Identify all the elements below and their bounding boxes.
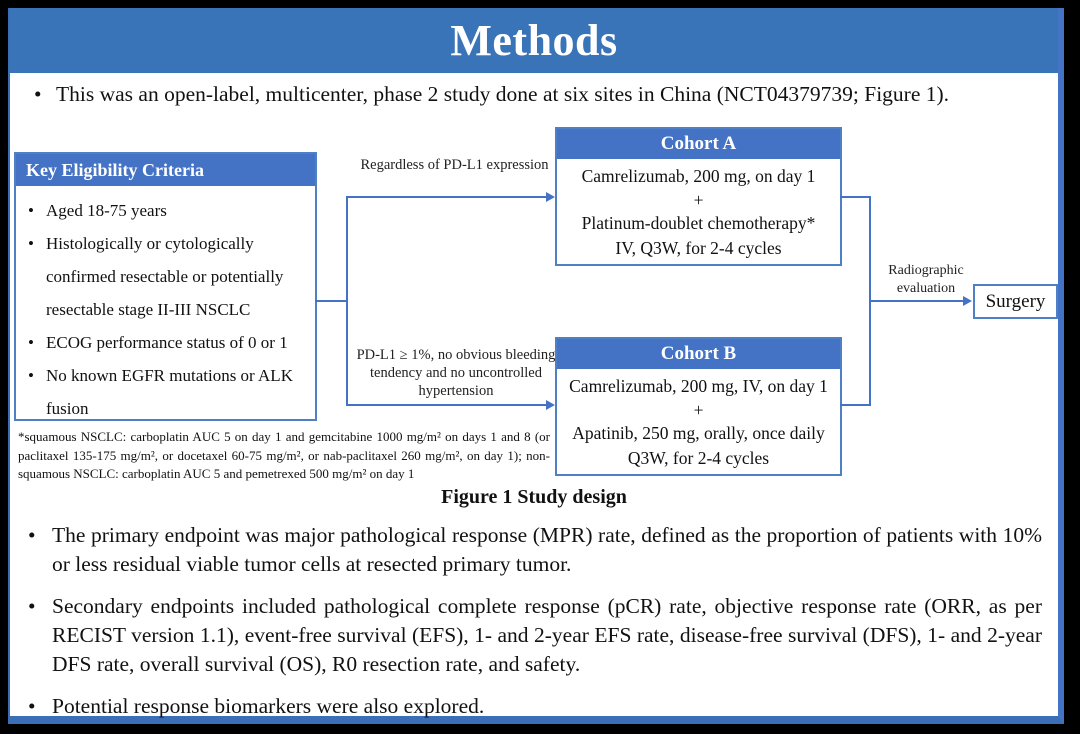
intro-bullet: • This was an open-label, multicenter, phase 2 study done at six sites in China (NCT04379739; Figure 1). — [26, 82, 1040, 107]
intro-section — [26, 82, 1040, 107]
cohort-b-line: Q3W, for 2-4 cycles — [627, 448, 770, 468]
figure-caption: Figure 1 Study design — [441, 486, 627, 508]
connector-line — [315, 300, 347, 302]
eligibility-item: • Histologically or cytologically confirmed resectable or potentially resectable stage II-III NSCLC — [24, 227, 313, 326]
cohort-b-line: Camrelizumab, 200 mg, IV, on day 1 — [569, 376, 828, 396]
eligibility-item: • Aged 18-75 years — [24, 194, 313, 227]
connector-line — [346, 196, 348, 406]
title-banner — [10, 8, 1058, 73]
eligibility-box — [14, 152, 317, 421]
biomarkers-bullet: • Potential response biomarkers were also explored. — [26, 692, 1042, 721]
arrow-to-cohort-b — [346, 404, 547, 406]
primary-endpoint-bullet: • The primary endpoint was major pathological response (MPR) rate, defined as the proportion of patients with 10% or less residual viable tumor cells at resected primary tumor. — [26, 521, 1042, 579]
cohort-a-line: + — [693, 190, 704, 210]
surgery-label: Surgery — [985, 290, 1046, 312]
connector-line — [840, 404, 871, 406]
arrow-to-surgery — [869, 300, 965, 302]
eligibility-body — [16, 186, 315, 425]
arrow-to-cohort-a — [346, 196, 547, 198]
slide — [8, 8, 1064, 724]
eligibility-item: • ECOG performance status of 0 or 1 — [24, 326, 313, 359]
cohort-a-line: Camrelizumab, 200 mg, on day 1 — [581, 166, 816, 186]
endpoint-bullets — [26, 521, 1042, 734]
cohort-b-line: + — [693, 400, 704, 420]
cohort-a-header: Cohort A — [557, 129, 840, 159]
branch-bottom-label: PD-L1 ≥ 1%, no obvious bleeding tendency and no uncontrolled hypertension — [356, 347, 556, 399]
page-title: Methods — [450, 16, 618, 65]
evaluation-label: Radiographic evaluation — [888, 263, 964, 296]
eligibility-header: Key Eligibility Criteria — [16, 154, 315, 186]
secondary-endpoints-bullet: • Secondary endpoints included pathological complete response (pCR) rate, objective response rate (ORR, as per RECIST version 1.1), event-free survival (EFS), 1- and 2-year EFS rate, disease-free survival (DFS), 1- and 2-year DFS rate, overall survival (OS), R0 resection rate, and safety. — [26, 592, 1042, 679]
cohort-a-line: Platinum-doublet chemotherapy* — [581, 213, 816, 233]
eligibility-item: • No known EGFR mutations or ALK fusion — [24, 359, 313, 425]
cohort-b-line: Apatinib, 250 mg, orally, once daily — [572, 423, 825, 443]
surgery-box — [973, 284, 1058, 319]
cohort-b-box — [555, 337, 842, 476]
cohort-a-line: IV, Q3W, for 2-4 cycles — [615, 238, 782, 258]
cohort-a-body — [557, 159, 840, 261]
arrowhead-icon — [546, 192, 555, 202]
cohort-b-header: Cohort B — [557, 339, 840, 369]
footnote: *squamous NSCLC: carboplatin AUC 5 on day 1 and gemcitabine 1000 mg/m² on days 1 and 8 (or paclitaxel 135-175 mg/m², or docetaxel 60-75 mg/m², or nab-paclitaxel 260 mg/m², on day 1); non-squamous NSCLC: carboplatin AUC 5 and pemetrexed 500 mg/m² on day 1 — [18, 429, 550, 481]
cohort-b-body — [557, 369, 840, 471]
cohort-a-box — [555, 127, 842, 266]
connector-line — [840, 196, 871, 198]
branch-top-label: Regardless of PD-L1 expression — [360, 157, 549, 173]
arrowhead-icon — [546, 400, 555, 410]
